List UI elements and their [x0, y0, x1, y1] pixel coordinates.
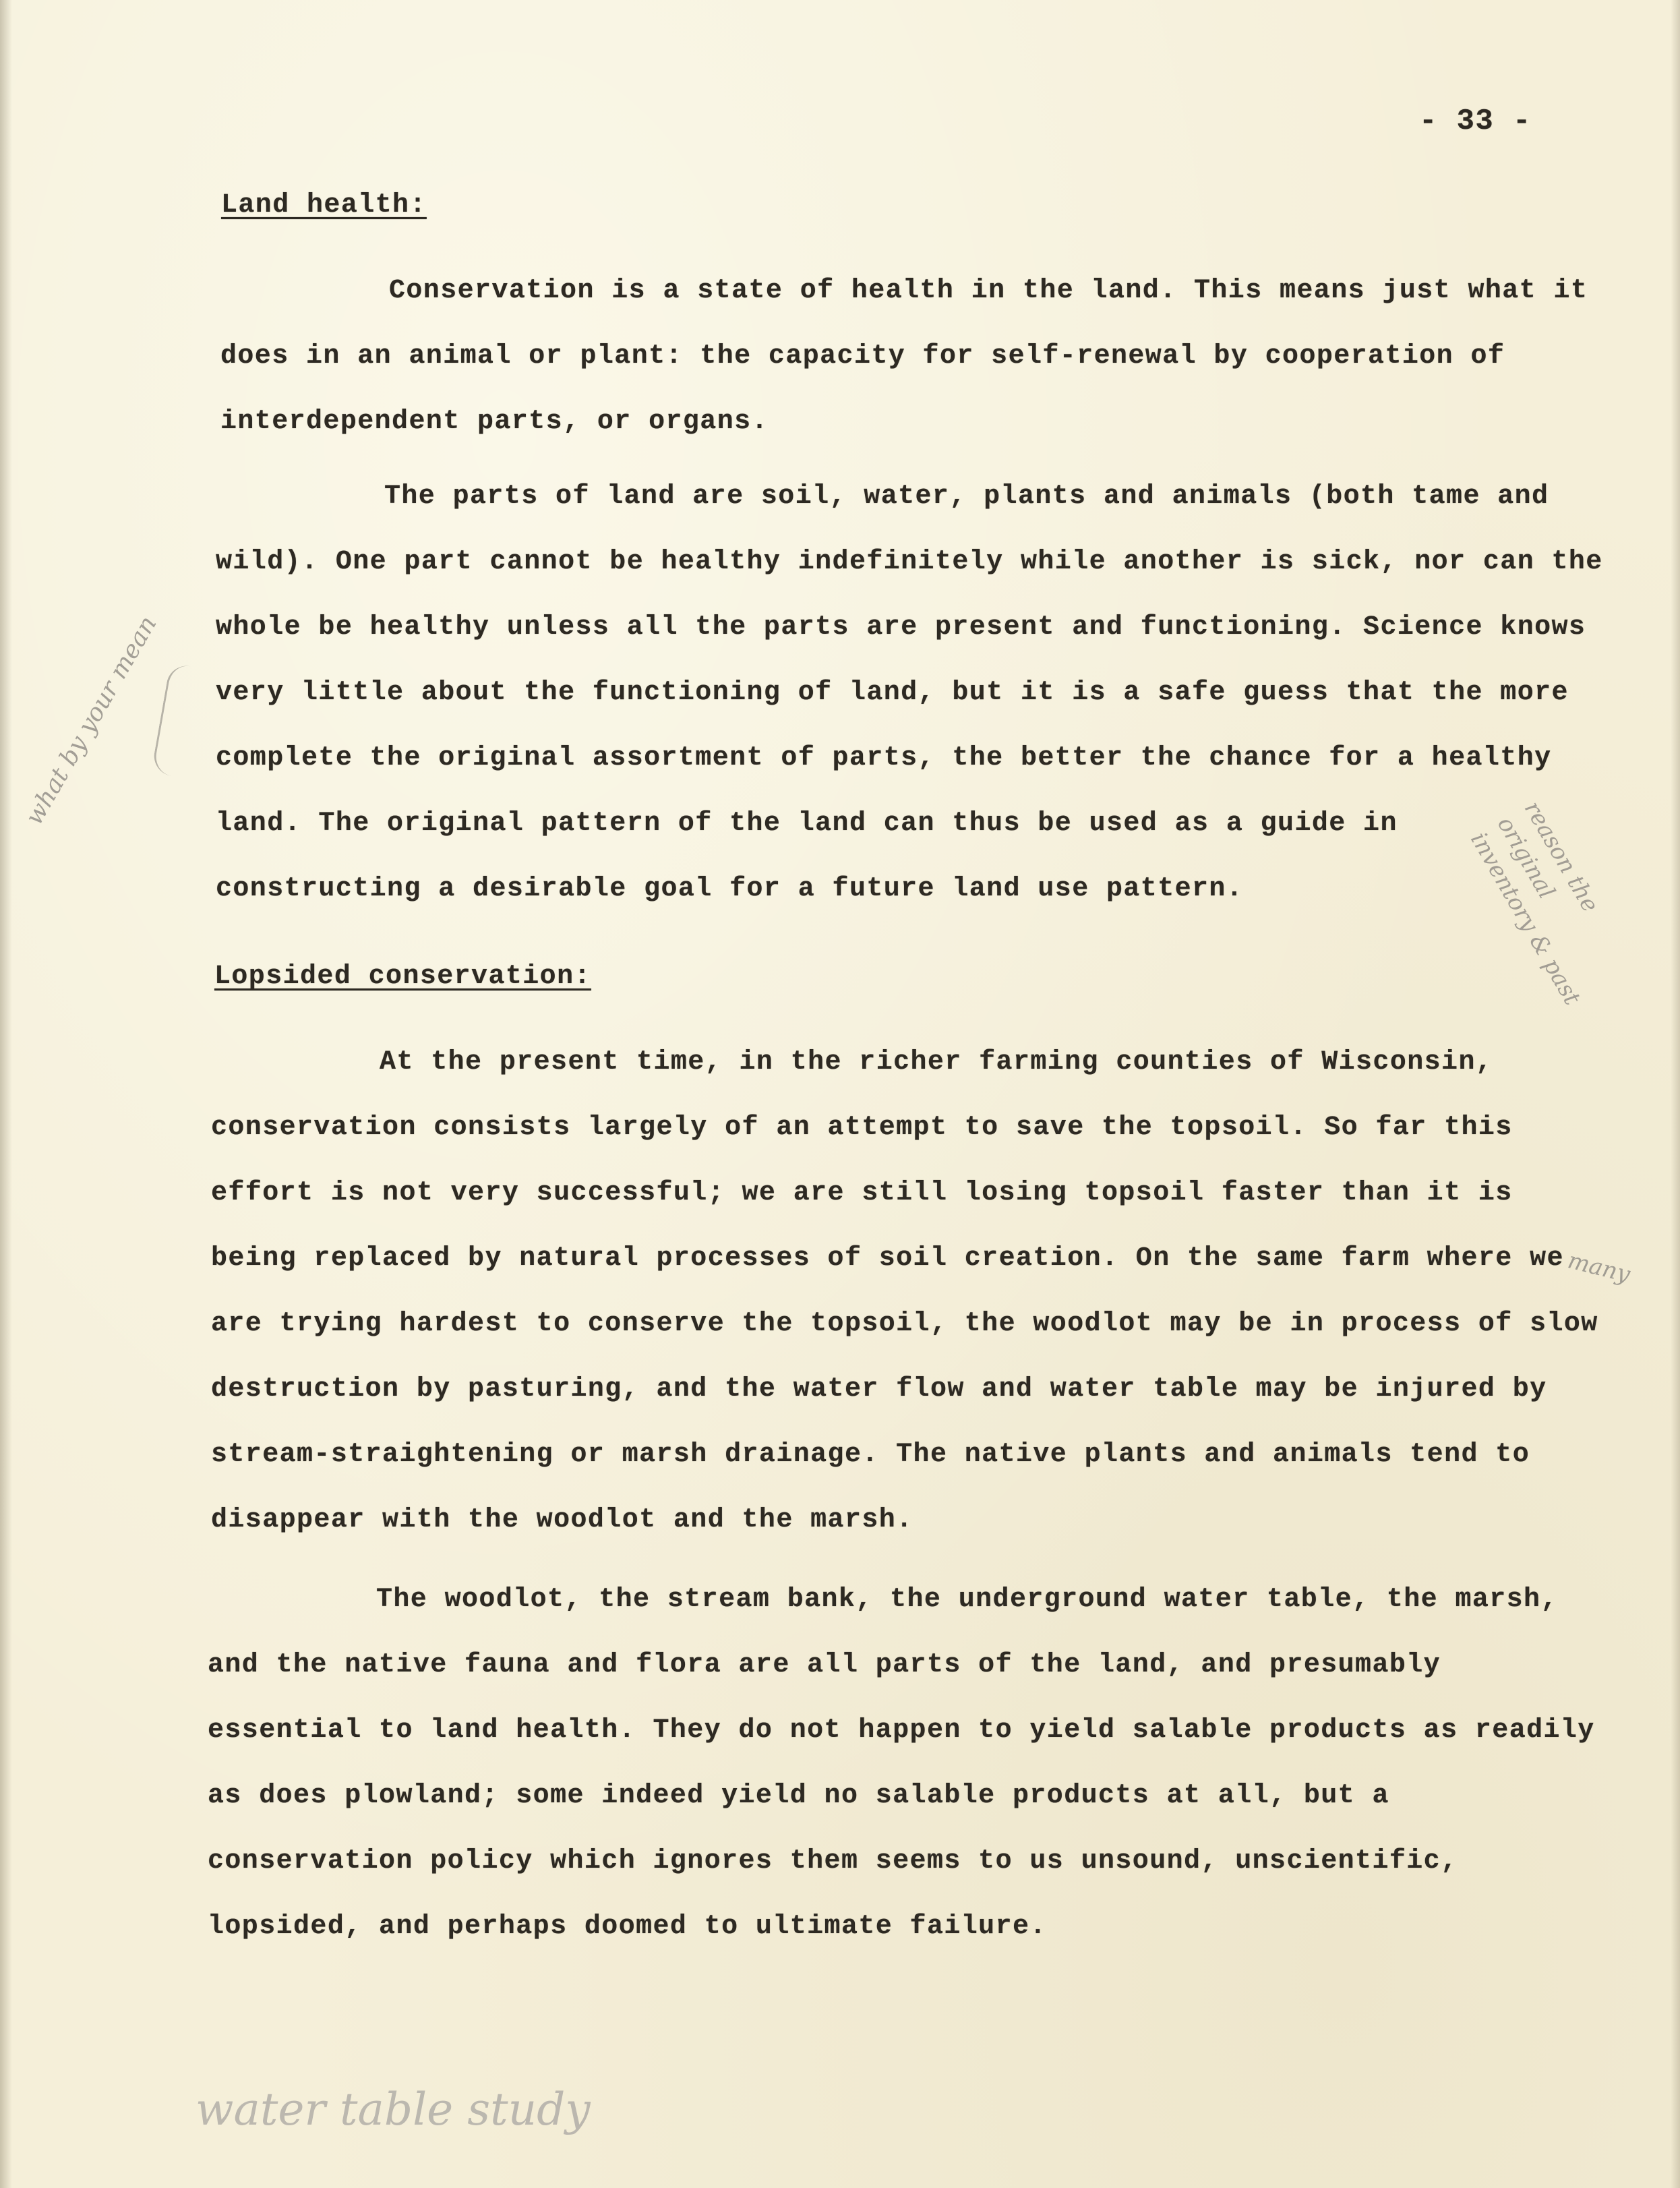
paper-edge-shadow [0, 0, 12, 2188]
section-heading-land-health: Land health: [221, 190, 427, 220]
paragraph-text: At the present time, in the richer farming counties of Wisconsin, conservation consists largely of an attempt to save the topsoil. So far this effort is not very successful; we are still losing topsoil faster than it is being replaced by natural processes of soil creation. On the same farm where we are trying hardest to conserve the topsoil, the woodlot may be in process of slow destruction by pasturing, and the water flow and water table may be injured by stream-straightening or marsh drainage. The native plants and animals tend to disappear with the woodlot and the marsh. [211, 1047, 1598, 1535]
paragraph [216, 464, 1618, 922]
page-number: - 33 - [1419, 105, 1532, 138]
margin-note-left: what by your mean [20, 611, 162, 830]
pencil-bracket-mark [151, 663, 196, 777]
paragraph [220, 258, 1623, 454]
paragraph-text: The parts of land are soil, water, plants and animals (both tame and wild). One part cannot be healthy indefinitely while another is sick, nor can the whole be healthy unless all the parts are present and functioning. Science knows very little about the functioning of land, but it is a safe guess that the more complete the original assortment of parts, the better the chance for a healthy land. The original pattern of the land can thus be used as a guide in constructing a desirable goal for a future land use pattern. [216, 481, 1603, 904]
paragraph [208, 1567, 1610, 1959]
paragraph-text: Conservation is a state of health in the land. This means just what it does in an animal or plant: the capacity for self-renewal by cooperation of interdependent parts, or organs. [220, 276, 1588, 437]
section-heading-lopsided-conservation: Lopsided conservation: [214, 962, 591, 992]
margin-note-right-small: many [1565, 1247, 1633, 1289]
paper-edge-shadow [1671, 0, 1680, 2188]
bottom-handwritten-note: water table study [196, 2083, 591, 2135]
margin-note-right: reason the original inventory & past [1465, 796, 1604, 1010]
paragraph [211, 1030, 1613, 1553]
paragraph-text: The woodlot, the stream bank, the underground water table, the marsh, and the native fauna and flora are all parts of the land, and presumably essential to land health. They do not happen to yield salable products as readily as does plowland; some indeed yield no salable products at all, but a conservation policy which ignores them seems to us unsound, unscientific, lopsided, and perhaps doomed to ultimate failure. [208, 1585, 1595, 1942]
